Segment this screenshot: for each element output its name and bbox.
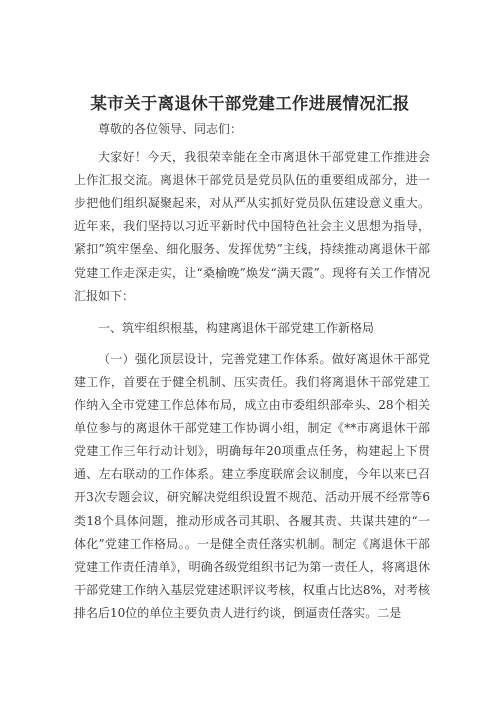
salutation: 尊敬的各位领导、同志们： bbox=[98, 122, 243, 136]
opening-paragraph: 大家好！今天，我很荣幸能在全市离退休干部党建工作推进会上作汇报交流。离退休干部党员是党员队伍的重要组成部分，进一步把他们组织凝聚起来，对从严从实抓好党员队伍建设意义重大。近年来，我们坚持以习近平新时代中国特色社会主义思想为指导，紧扣”筑牢堡垒、细化服务、发挥优势”主线，持续推动离退休干部党建工作走深走实，让“桑榆晚”焕发“满天霞”。现将有关工作情况汇报如下： bbox=[74, 150, 430, 303]
document-title: 某市关于离退休干部党建工作进展情况汇报 bbox=[90, 94, 410, 113]
document-body bbox=[74, 118, 430, 625]
section-heading: 一、筑牢组织根基，构建离退休干部党建工作新格局 bbox=[98, 320, 375, 335]
section-paragraph: （一）强化顶层设计，完善党建工作体系。做好离退休干部党建工作，首要在于健全机制、压实责任。我们将离退休干部党建工作纳入全市党建工作总体布局，成立由市委组织部牵头、28个相关单位参与的离退休干部党建工作协调小组，制定《**市离退休干部党建工作三年行动计划》，明确每年20项重点任务，构建起上下贯通、左右联动的工作体系。建立季度联席会议制度，今年以来已召开3次专题会议，研究解决党组织设置不规范、活动开展不经常等6类18个具体问题，推动形成各司其职、各履其责、共谋共建的“一体化”党建工作格局。。一是健全责任落实机制。制定《离退休干部党建工作责任清单》，明确各级党组织书记为第一责任人，将离退休干部党建工作纳入基层党建述职评议考核，权重占比达8%，对考核排名后10位的单位主要负责人进行约谈，倒逼责任落实。二是 bbox=[74, 351, 430, 620]
